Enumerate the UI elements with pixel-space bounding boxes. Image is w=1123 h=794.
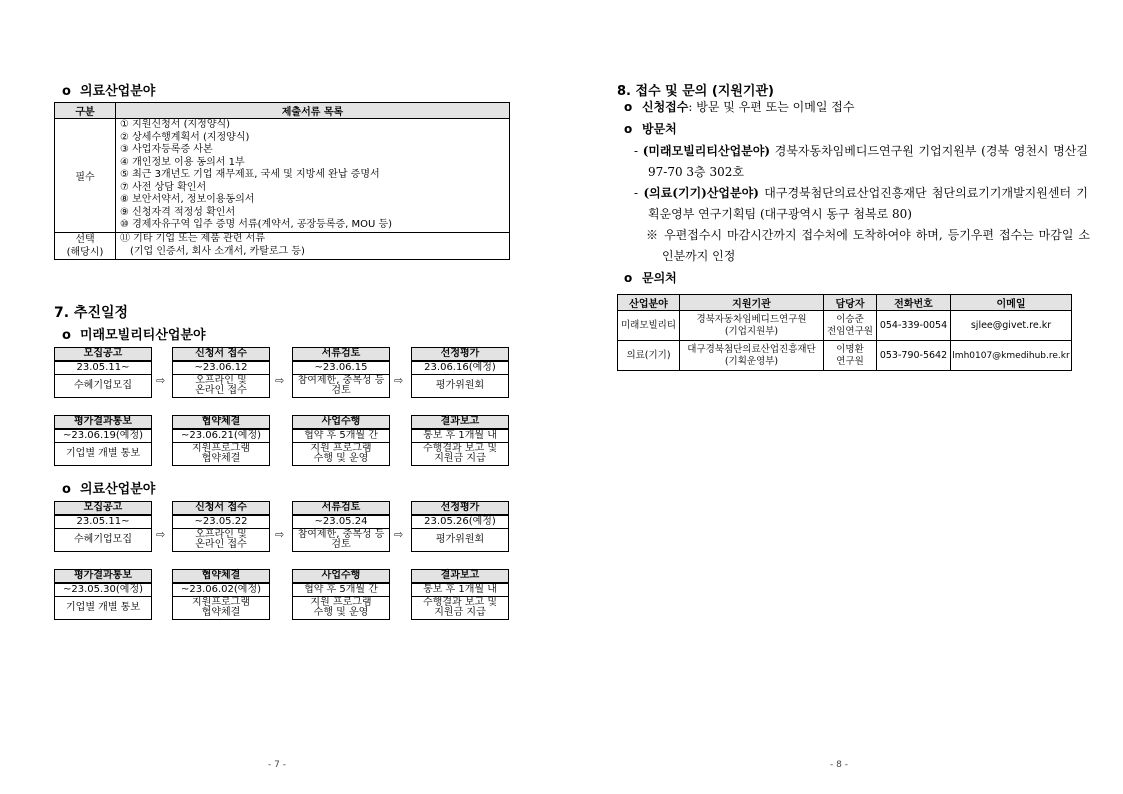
circle-bullet-icon: o xyxy=(62,328,71,343)
header-field: 산업분야 xyxy=(618,295,680,311)
schedule-step: 모집공고 23.05.11~ 수혜기업모집 xyxy=(54,347,152,398)
header-org: 지원기관 xyxy=(680,295,824,311)
schedule-step: 선정평가 23.06.16(예정) 평가위원회 xyxy=(411,347,509,398)
header-type: 구분 xyxy=(55,103,116,119)
schedule-step: 서류검토 ~23.05.24 참여제한, 중복성 등 검토 xyxy=(292,501,390,552)
circle-bullet-icon: o xyxy=(624,100,633,114)
header-list: 제출서류 목록 xyxy=(116,103,510,119)
arrow-right-icon: ⇨ xyxy=(156,374,166,387)
list-item: ⑦ 사전 상담 확인서 xyxy=(120,181,207,193)
apply-line: o 신청접수: 방문 및 우편 또는 이메일 접수 xyxy=(624,97,1074,118)
schedule-step: 결과보고 통보 후 1개월 내 수행결과 보고 및 지원금 지급 xyxy=(411,569,509,620)
list-item: ⑩ 경제자유구역 입주 증명 서류(계약서, 공장등록증, MOU 등) xyxy=(120,219,393,230)
schedule-step: 평가결과통보 ~23.05.30(예정) 기업별 개별 통보 xyxy=(54,569,152,620)
required-items xyxy=(116,119,510,233)
schedule-step: 신청서 접수 ~23.05.22 오프라인 및 온라인 접수 xyxy=(172,501,270,552)
header-phone: 전화번호 xyxy=(877,295,951,311)
section-heading-medical-docs: o 의료산업분야 xyxy=(62,84,156,99)
visit-heading: o 방문처 xyxy=(624,119,677,140)
list-item: (기업 인증서, 회사 소개서, 카탈로그 등) xyxy=(130,245,305,257)
contact-table xyxy=(617,294,1072,371)
list-item: ② 상세수행계획서 (지정양식) xyxy=(120,131,250,143)
optional-items xyxy=(116,232,510,259)
arrow-right-icon: ⇨ xyxy=(156,528,166,541)
schedule-step: 사업수행 협약 후 5개월 간 지원 프로그램 수행 및 운영 xyxy=(292,569,390,620)
optional-label: 선택 (해당시) xyxy=(55,232,116,259)
schedule-mobility-heading: o 미래모빌리티산업분야 xyxy=(62,328,206,343)
arrow-right-icon: ⇨ xyxy=(394,374,404,387)
visit-item-mobility: - (미래모빌리티산업분야) 경북자동차임베디드연구원 기업지원부 (경북 영천시 명산길 97-70 3층 302호 xyxy=(634,144,1088,179)
schedule-step: 서류검토 ~23.06.15 참여제한, 중복성 등 검토 xyxy=(292,347,390,398)
schedule-step: 모집공고 23.05.11~ 수혜기업모집 xyxy=(54,501,152,552)
schedule-step: 평가결과통보 ~23.06.19(예정) 기업별 개별 통보 xyxy=(54,415,152,466)
schedule-step: 사업수행 협약 후 5개월 간 지원 프로그램 수행 및 운영 xyxy=(292,415,390,466)
list-item: ④ 개인정보 이용 동의서 1부 xyxy=(120,156,245,168)
arrow-right-icon: ⇨ xyxy=(275,374,285,387)
page-number-left: - 7 - xyxy=(268,760,286,770)
email-link[interactable]: sjlee@givet.re.kr xyxy=(951,311,1072,341)
list-item: ① 지원신청서 (지정양식) xyxy=(120,119,231,130)
header-email: 이메일 xyxy=(951,295,1072,311)
list-item: ⑪ 기타 기업 또는 제품 관련 서류 xyxy=(120,233,265,244)
header-person: 담당자 xyxy=(824,295,877,311)
list-item: ⑤ 최근 3개년도 기업 재무제표, 국세 및 지방세 완납 증명서 xyxy=(120,169,380,180)
arrow-right-icon: ⇨ xyxy=(394,528,404,541)
documents-table xyxy=(54,102,510,260)
list-item: ⑧ 보안서약서, 정보이용동의서 xyxy=(120,194,255,205)
list-item: ③ 사업자등록증 사본 xyxy=(120,144,213,155)
table-row: 미래모빌리티 경북자동차임베디드연구원 (기업지원부) 이승준 전임연구원 054-339-0054 sjlee@givet.re.kr xyxy=(618,311,1072,341)
schedule-step: 선정평가 23.05.26(예정) 평가위원회 xyxy=(411,501,509,552)
mail-note: ※ 우편접수시 마감시간까지 접수처에 도착하여야 하며, 등기우편 접수는 마감일 소인분까지 인정 xyxy=(646,228,1090,263)
visit-item-medical: - (의료(기기)산업분야) 대구경북첨단의료산업진흥재단 첨단의료기기개발지원센터 기획운영부 연구기획팀 (대구광역시 동구 첨복로 80) xyxy=(634,186,1088,221)
schedule-step: 결과보고 통보 후 1개월 내 수행결과 보고 및 지원금 지급 xyxy=(411,415,509,466)
contact-heading: o 문의처 xyxy=(624,268,677,289)
email-link[interactable]: lmh0107@kmedihub.re.kr xyxy=(951,341,1072,371)
circle-bullet-icon: o xyxy=(62,84,71,99)
section-8-title: 8. 접수 및 문의 (지원기관) xyxy=(617,84,774,99)
schedule-step: 협약체결 ~23.06.02(예정) 지원프로그램 협약체결 xyxy=(172,569,270,620)
list-item: ⑨ 신청자격 적정성 확인서 xyxy=(120,206,236,218)
schedule-step: 신청서 접수 ~23.06.12 오프라인 및 온라인 접수 xyxy=(172,347,270,398)
required-label: 필수 xyxy=(55,119,116,233)
circle-bullet-icon: o xyxy=(624,122,633,136)
section-7-title: 7. 추진일정 xyxy=(54,305,129,321)
circle-bullet-icon: o xyxy=(62,482,71,497)
schedule-medical-heading: o 의료산업분야 xyxy=(62,482,156,497)
table-row: 의료(기기) 대구경북첨단의료산업진흥재단 (기획운영부) 이명환 연구원 053-790-5642 lmh0107@kmedihub.re.kr xyxy=(618,341,1072,371)
arrow-right-icon: ⇨ xyxy=(275,528,285,541)
schedule-step: 협약체결 ~23.06.21(예정) 지원프로그램 협약체결 xyxy=(172,415,270,466)
page-number-right: - 8 - xyxy=(830,760,848,770)
circle-bullet-icon: o xyxy=(624,271,633,285)
